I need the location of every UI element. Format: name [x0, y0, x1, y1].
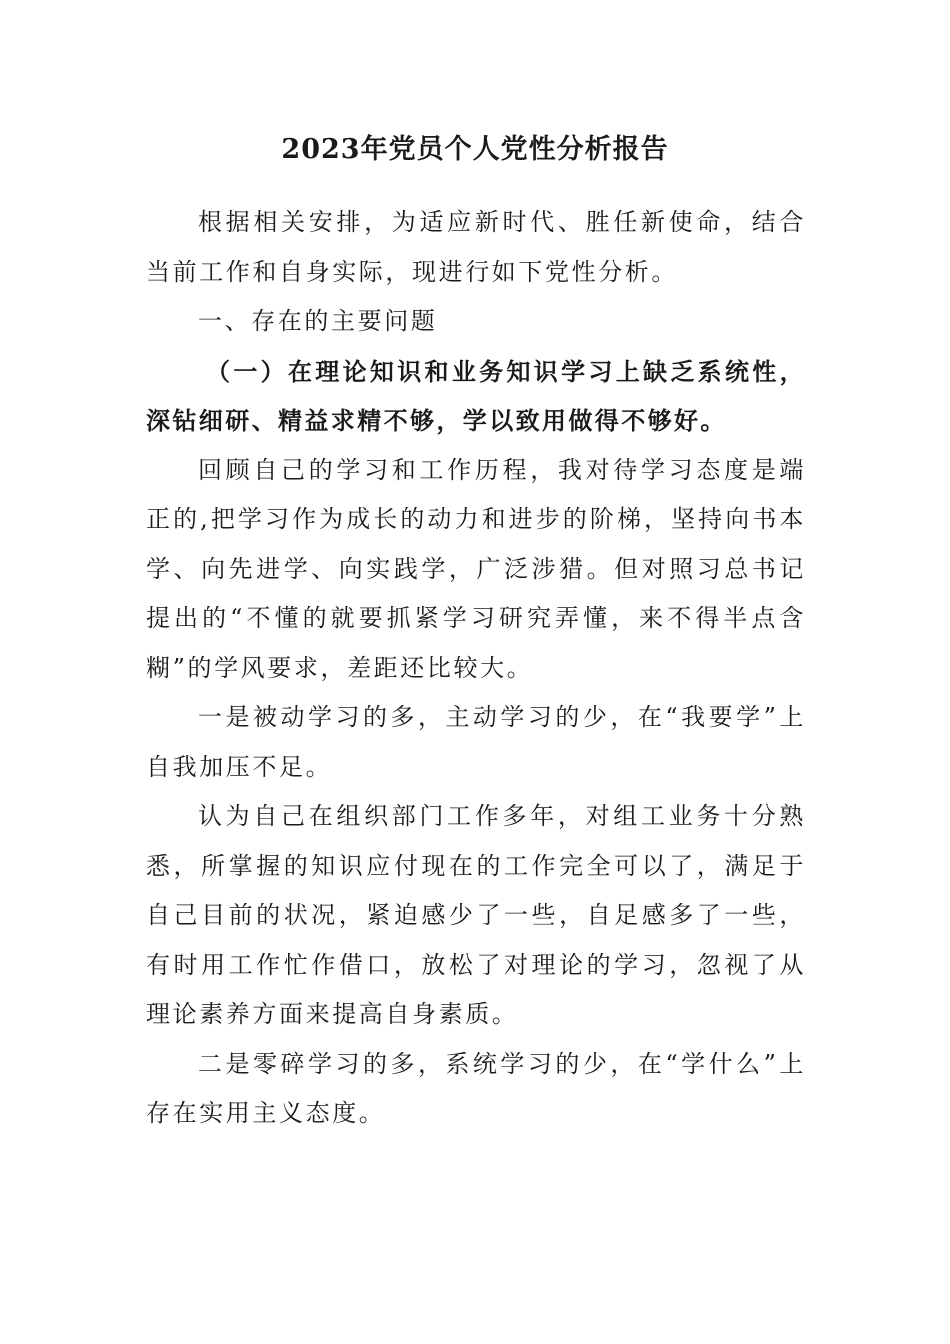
intro-paragraph: 根据相关安排，为适应新时代、胜任新使命，结合当前工作和自身实际，现进行如下党性分析。	[146, 208, 806, 286]
subsection-heading: （一）在理论知识和业务知识学习上缺乏系统性，深钻细研、精益求精不够，学以致用做得不够好。	[146, 356, 806, 435]
body-paragraph: 一是被动学习的多，主动学习的少，在“我要学”上自我加压不足。	[146, 703, 806, 781]
body-paragraph: 回顾自己的学习和工作历程，我对待学习态度是端正的,把学习作为成长的动力和进步的阶梯，坚持向书本学、向先进学、向实践学，广泛涉猎。但对照习总书记提出的“不懂的就要抓紧学习研究弄懂，来不得半点含糊”的学风要求，差距还比较大。	[146, 455, 806, 682]
body-paragraph: 认为自己在组织部门工作多年，对组工业务十分熟悉，所掌握的知识应付现在的工作完全可以了，满足于自己目前的状况，紧迫感少了一些，自足感多了一些，有时用工作忙作借口，放松了对理论的学习，忽视了从理论素养方面来提高自身素质。	[146, 802, 806, 1028]
document-body	[146, 198, 806, 1139]
body-paragraph: 二是零碎学习的多，系统学习的少，在“学什么”上存在实用主义态度。	[146, 1049, 806, 1127]
section-heading: 一、存在的主要问题	[198, 307, 438, 335]
document-title: 2023年党员个人党性分析报告	[281, 134, 669, 165]
